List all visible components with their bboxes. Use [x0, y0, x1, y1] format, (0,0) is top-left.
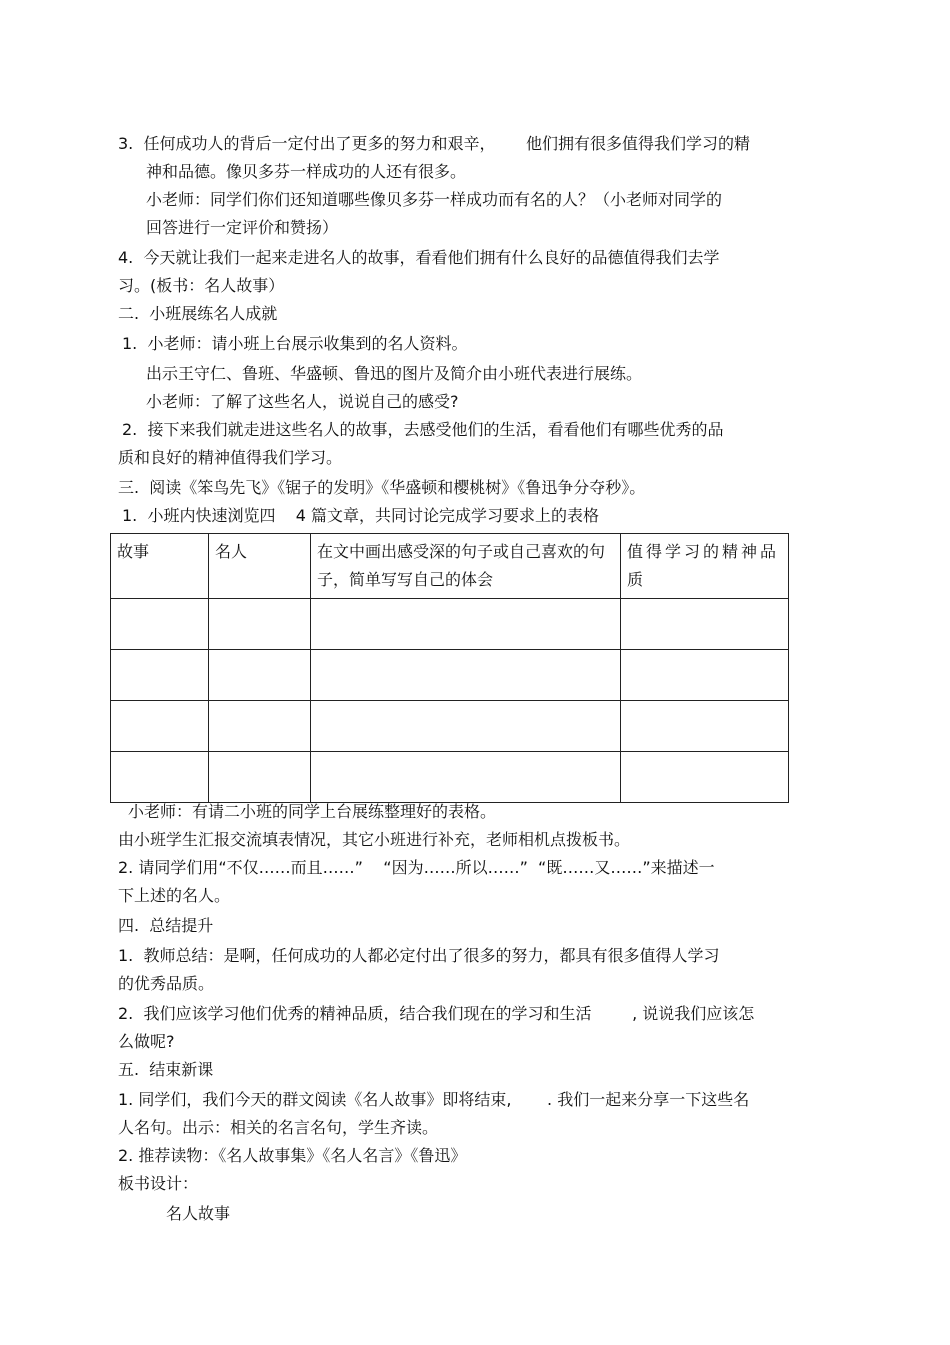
text-line: 1. 小班内快速浏览四 4 篇文章，共同讨论完成学习要求上的表格	[122, 506, 600, 525]
table-cell[interactable]	[111, 701, 209, 752]
text-line: 2. 请同学们用“不仅……而且……” “因为……所以……” “既……又……”来描述一	[118, 858, 715, 877]
text-line: 由小班学生汇报交流填表情况，其它小班进行补充，老师相机点拨板书。	[118, 830, 631, 849]
table-header-row	[111, 534, 789, 599]
table-cell[interactable]	[621, 701, 789, 752]
table-cell[interactable]	[311, 752, 621, 803]
section-heading: 二. 小班展练名人成就	[118, 304, 278, 323]
text-line: 习。(板书：名人故事）	[118, 276, 285, 295]
text-line: 人名句。出示：相关的名言名句，学生齐读。	[118, 1118, 439, 1137]
text-line: 2. 接下来我们就走进这些名人的故事，去感受他们的生活，看看他们有哪些优秀的品	[122, 420, 724, 439]
table-cell[interactable]	[209, 650, 311, 701]
table-cell[interactable]	[111, 650, 209, 701]
text-line: 么做呢?	[118, 1032, 175, 1051]
table-header-cell: 故事	[111, 534, 209, 599]
section-heading: 五. 结束新课	[118, 1060, 214, 1079]
text-line: 1. 同学们，我们今天的群文阅读《名人故事》即将结束, . 我们一起来分享一下这些名	[118, 1090, 750, 1109]
text-line: 出示王守仁、鲁班、华盛顿、鲁迅的图片及简介由小班代表进行展练。	[146, 364, 643, 383]
text-line: 质和良好的精神值得我们学习。	[118, 448, 343, 467]
table-row	[111, 701, 789, 752]
text-line: 的优秀品质。	[118, 974, 215, 993]
table-cell[interactable]	[209, 701, 311, 752]
text-line: 下上述的名人。	[118, 886, 231, 905]
text-line: 小老师：有请二小班的同学上台展练整理好的表格。	[128, 802, 497, 821]
reading-table	[110, 533, 789, 803]
table-cell[interactable]	[209, 752, 311, 803]
table-header-cell: 在文中画出感受深的句子或自己喜欢的句子，简单写写自己的体会	[311, 534, 621, 599]
table-cell[interactable]	[311, 599, 621, 650]
text-line: 4. 今天就让我们一起来走进名人的故事，看看他们拥有什么良好的品德值得我们去学	[118, 248, 720, 267]
section-heading: 三. 阅读《笨鸟先飞》《锯子的发明》《华盛顿和樱桃树》《鲁迅争分夺秒》。	[118, 478, 646, 497]
table-row	[111, 650, 789, 701]
text-line: 2. 推荐读物：《名人故事集》《名人名言》《鲁迅》	[118, 1146, 467, 1165]
table-cell[interactable]	[111, 599, 209, 650]
text-line: 小老师：同学们你们还知道哪些像贝多芬一样成功而有名的人？（小老师对同学的	[146, 190, 723, 209]
table-cell[interactable]	[209, 599, 311, 650]
table-row	[111, 752, 789, 803]
table-row	[111, 599, 789, 650]
table-cell[interactable]	[311, 650, 621, 701]
table-header-cell: 名人	[209, 534, 311, 599]
text-line: 板书设计：	[118, 1174, 199, 1193]
text-line: 神和品德。像贝多芬一样成功的人还有很多。	[146, 162, 467, 181]
table-cell[interactable]	[621, 752, 789, 803]
table-cell[interactable]	[621, 599, 789, 650]
table-cell[interactable]	[111, 752, 209, 803]
table-cell[interactable]	[311, 701, 621, 752]
text-line: 3. 任何成功人的背后一定付出了更多的努力和艰辛， 他们拥有很多值得我们学习的精	[118, 134, 750, 153]
text-line: 2. 我们应该学习他们优秀的精神品质，结合我们现在的学习和生活 , 说说我们应该怎	[118, 1004, 755, 1023]
text-line: 1. 小老师：请小班上台展示收集到的名人资料。	[122, 334, 468, 353]
text-line: 1. 教师总结：是啊，任何成功的人都必定付出了很多的努力，都具有很多值得人学习	[118, 946, 720, 965]
text-line: 小老师：了解了这些名人，说说自己的感受?	[146, 392, 459, 411]
section-heading: 四. 总结提升	[118, 916, 214, 935]
board-title: 名人故事	[166, 1204, 231, 1223]
table-cell[interactable]	[621, 650, 789, 701]
text-line: 回答进行一定评价和赞扬）	[146, 218, 339, 237]
table-header-cell: 值得学习的精神品质	[621, 534, 789, 599]
